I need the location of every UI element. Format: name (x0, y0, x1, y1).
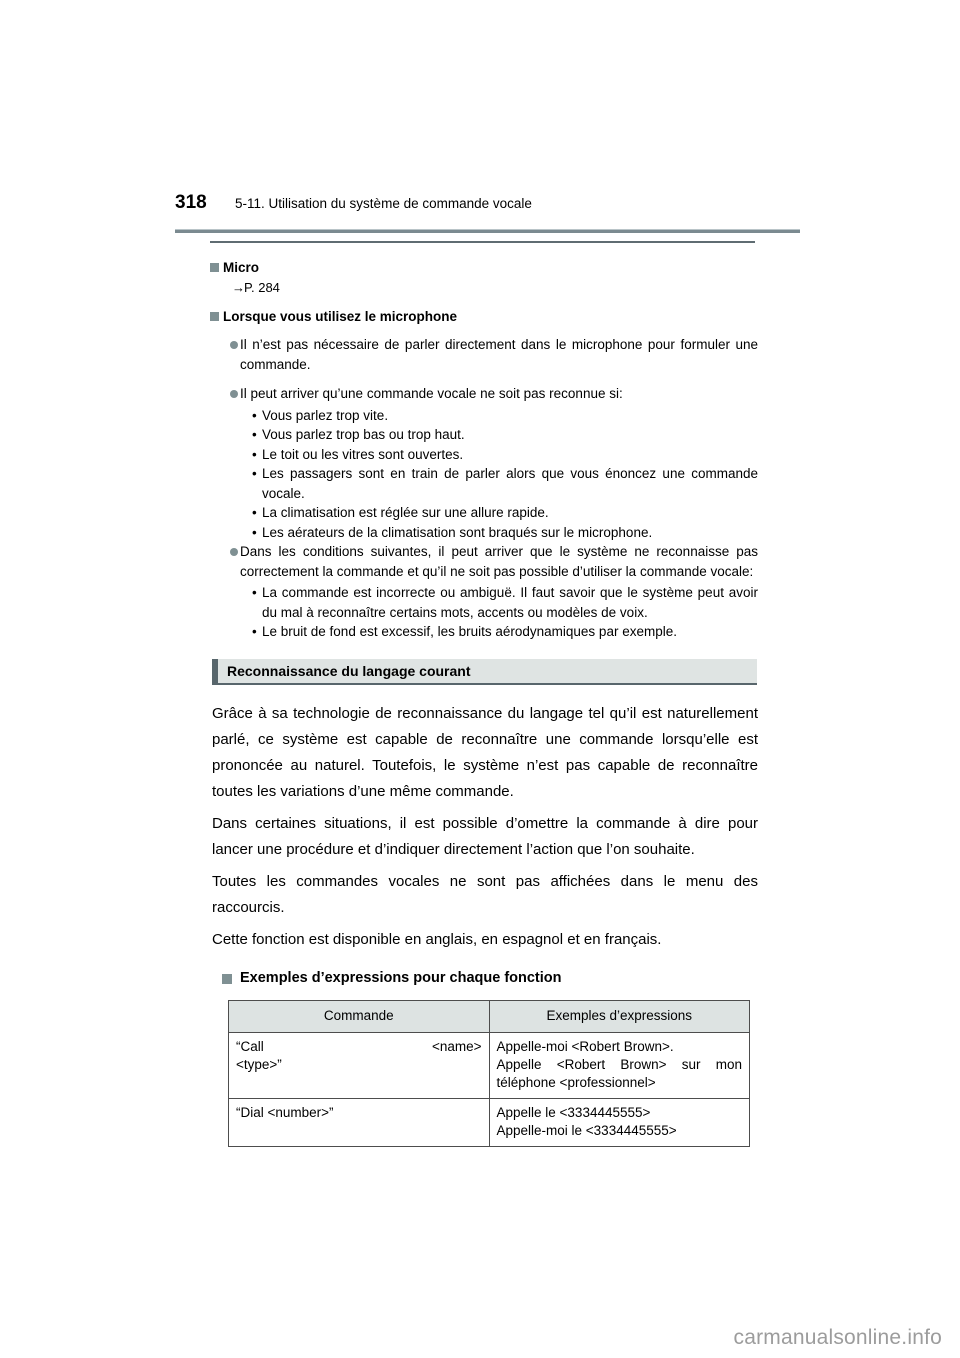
dot-bullet-icon: • (252, 585, 257, 600)
expression-line: Appelle <Robert Brown> sur mon téléphone <professionnel> (496, 1056, 742, 1090)
section-accent-marker (212, 659, 218, 685)
table-row (229, 1098, 750, 1146)
cell-command-line: “Call <name> (236, 1038, 482, 1054)
dot-bullet-icon: • (252, 624, 257, 639)
page-content (210, 258, 758, 1147)
list-item (210, 622, 758, 642)
expression-line: Appelle-moi <Robert Brown>. (496, 1038, 674, 1054)
list-item (210, 583, 758, 622)
cell-command (229, 1032, 490, 1098)
section-title-bar (212, 659, 757, 685)
spacer (210, 376, 758, 384)
dot-bullet-icon: • (252, 505, 257, 520)
expression-line: Appelle le <3334445555> (496, 1104, 651, 1120)
dot-bullet-icon: • (252, 524, 257, 540)
list-item-text: Il n’est pas nécessaire de parler directement dans le microphone pour formuler une commande. (240, 337, 758, 372)
cell-expressions (489, 1032, 750, 1098)
list-item (210, 335, 758, 374)
list-item-text: Le toit ou les vitres sont ouvertes. (262, 446, 464, 462)
list-item-text: La commande est incorrecte ou ambiguë. Il faut savoir que le système peut avoir du mal à reconnaître certains mots, accents ou modèles de voix. (262, 585, 758, 620)
spacer (210, 327, 758, 335)
heading-examples (222, 969, 758, 988)
cell-command-line: “Dial <number>” (236, 1104, 334, 1120)
list-item (210, 445, 758, 465)
list-item-text: Les passagers sont en train de parler alors que vous énoncez une commande vocale. (262, 466, 758, 501)
chapter-title: 5-11. Utilisation du système de commande vocale (235, 196, 532, 211)
paragraph: Dans certaines situations, il est possible d’omettre la commande à dire pour lancer une procédure et d’indiquer directement l’action que l’on souhaite. (212, 814, 758, 858)
cell-command-line: <type>” (236, 1056, 282, 1072)
round-bullet-icon (230, 341, 238, 349)
dot-bullet-icon: • (252, 407, 257, 423)
cross-reference-page: P. 284 (244, 280, 280, 295)
list-item (210, 384, 758, 404)
heading-micro (210, 258, 758, 277)
table-header-row (229, 1000, 750, 1032)
paragraph: Cette fonction est disponible en anglais, en espagnol et en français. (212, 930, 662, 948)
list-item (210, 406, 758, 426)
examples-table (228, 1000, 750, 1147)
list-item-text: Les aérateurs de la climatisation sont braqués sur le microphone. (262, 524, 653, 540)
square-bullet-icon (210, 263, 219, 272)
list-item (210, 542, 758, 581)
square-bullet-icon (210, 312, 219, 321)
column-header-commande: Commande (229, 1000, 490, 1032)
square-bullet-icon (222, 974, 232, 984)
list-item-text: Vous parlez trop vite. (262, 407, 389, 423)
header-rule-inner (210, 241, 755, 243)
list-item-text: La climatisation est réglée sur une allure rapide. (262, 505, 549, 520)
round-bullet-icon (230, 390, 238, 398)
list-item (210, 464, 758, 503)
dot-bullet-icon: • (252, 466, 257, 481)
header-rule-outer (175, 229, 800, 233)
list-item-text: Il peut arriver qu’une commande vocale ne soit pas reconnue si: (240, 386, 623, 401)
heading-examples-label: Exemples d’expressions pour chaque fonction (240, 969, 562, 986)
list-item-text: Vous parlez trop bas ou trop haut. (262, 427, 465, 442)
dot-bullet-icon: • (252, 446, 257, 462)
list-item-text: Le bruit de fond est excessif, les bruits aérodynamiques par exemple. (262, 624, 677, 639)
list-item (210, 503, 758, 523)
list-item-text: Dans les conditions suivantes, il peut arriver que le système ne reconnaisse pas correctement la commande et qu’il ne soit pas possible d’utiliser la commande vocale: (240, 544, 758, 579)
paragraph: Grâce à sa technologie de reconnaissance du langage tel qu’il est naturellement parlé, ce système est capable de reconnaître une commande lorsqu’elle est prononcée au naturel. Toutefois, le système n’est pas capable de reconnaître toutes les variations d’une même commande. (212, 704, 758, 800)
page-number: 318 (175, 192, 207, 213)
section-title: Reconnaissance du langage courant (227, 662, 471, 679)
cell-command (229, 1098, 490, 1146)
cell-expressions (489, 1098, 750, 1146)
list-item (210, 523, 758, 543)
dot-bullet-icon: • (252, 427, 257, 442)
arrow-right-icon: → (232, 280, 244, 295)
watermark: carmanualsonline.info (733, 1326, 942, 1349)
paragraph: Toutes les commandes vocales ne sont pas affichées dans le menu des raccourcis. (212, 872, 758, 916)
heading-micro-label: Micro (223, 260, 260, 275)
heading-microphone-usage (210, 307, 758, 326)
expression-line: Appelle-moi le <3334445555> (496, 1122, 677, 1138)
cross-reference-micro (232, 279, 758, 297)
round-bullet-icon (230, 548, 238, 556)
table-row (229, 1032, 750, 1098)
page-running-header (175, 192, 800, 224)
heading-microphone-usage-label: Lorsque vous utilisez le microphone (223, 309, 458, 324)
column-header-expressions: Exemples d’expressions (489, 1000, 750, 1032)
list-item (210, 425, 758, 445)
